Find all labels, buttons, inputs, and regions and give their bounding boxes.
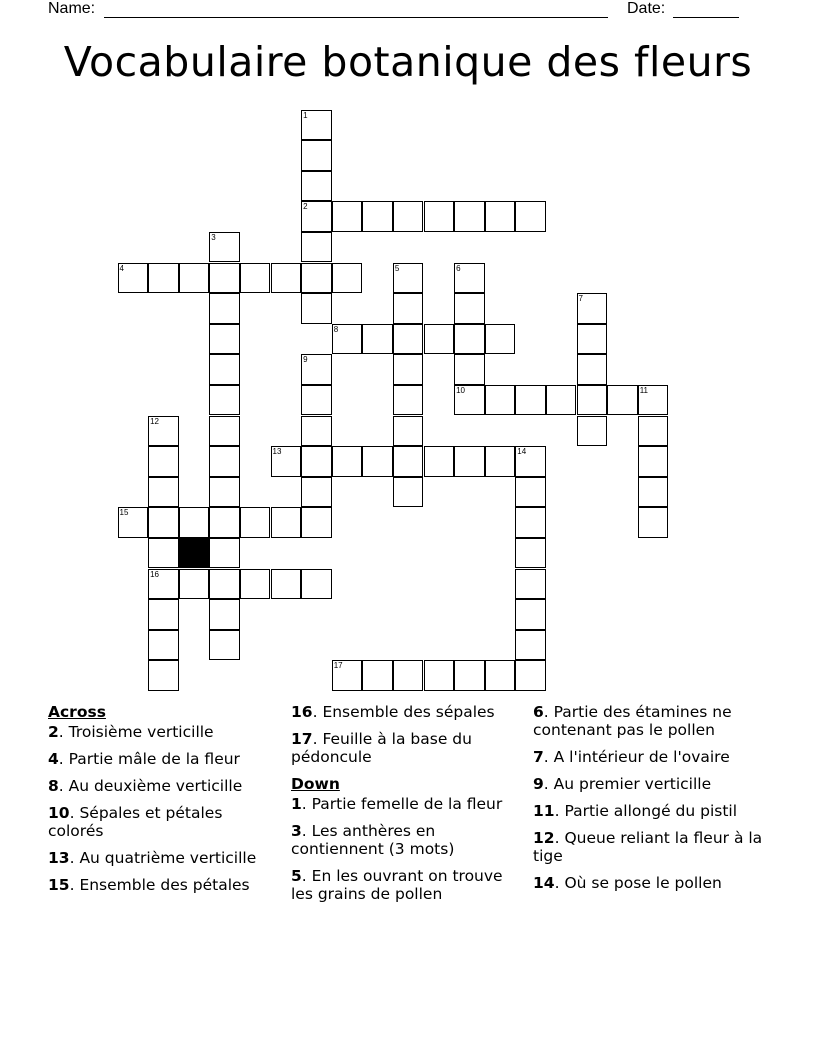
crossword-cell[interactable]: [638, 507, 669, 538]
crossword-cell[interactable]: [271, 569, 302, 600]
clue-number: 2: [303, 202, 308, 212]
crossword-cell[interactable]: [301, 477, 332, 508]
crossword-cell[interactable]: [240, 263, 271, 294]
crossword-cell[interactable]: [209, 263, 240, 294]
crossword-cell[interactable]: [209, 630, 240, 661]
crossword-cell[interactable]: [393, 477, 424, 508]
crossword-cell[interactable]: [393, 354, 424, 385]
crossword-cell[interactable]: [148, 477, 179, 508]
crossword-cell[interactable]: [577, 293, 608, 324]
crossword-cell[interactable]: [179, 263, 210, 294]
crossword-cell[interactable]: [148, 446, 179, 477]
crossword-cell[interactable]: [179, 569, 210, 600]
clue-number: 4: [119, 263, 124, 273]
crossword-cell[interactable]: [148, 416, 179, 447]
crossword-cell[interactable]: [209, 599, 240, 630]
crossword-cell[interactable]: [301, 263, 332, 294]
crossword-cell[interactable]: [301, 232, 332, 263]
crossword-cell[interactable]: [515, 569, 546, 600]
clue-across-16: 16. Ensemble des sépales: [291, 703, 495, 721]
black-square: [179, 538, 210, 569]
crossword-cell[interactable]: [332, 201, 363, 232]
clue-number: 14: [517, 447, 527, 457]
crossword-cell[interactable]: [485, 201, 516, 232]
clue-number: 5: [394, 263, 400, 273]
clue-number: 6: [456, 263, 461, 273]
crossword-cell[interactable]: [301, 110, 332, 141]
crossword-cell[interactable]: [393, 201, 424, 232]
crossword-cell[interactable]: [209, 293, 240, 324]
crossword-cell[interactable]: [393, 324, 424, 355]
crossword-cell[interactable]: [148, 263, 179, 294]
crossword-cell[interactable]: [454, 263, 485, 294]
crossword-cell[interactable]: [424, 446, 455, 477]
clue-number: 12: [150, 416, 159, 426]
crossword-cell[interactable]: [546, 385, 577, 416]
crossword-cell[interactable]: [209, 385, 240, 416]
clue-across-8: 8. Au deuxième verticille: [48, 777, 243, 795]
clue-column-1: [48, 703, 278, 903]
crossword-cell[interactable]: [148, 630, 179, 661]
crossword-cell[interactable]: [638, 477, 669, 508]
crossword-cell[interactable]: [393, 385, 424, 416]
crossword-cell[interactable]: [301, 446, 332, 477]
clue-down-6: 6. Partie des étamines ne contenant pas le pollen: [533, 703, 732, 739]
crossword-cell[interactable]: [332, 263, 363, 294]
crossword-cell[interactable]: [148, 538, 179, 569]
crossword-cell[interactable]: [148, 569, 179, 600]
crossword-cell[interactable]: [209, 416, 240, 447]
crossword-cell[interactable]: [638, 385, 669, 416]
crossword-cell[interactable]: [271, 507, 302, 538]
crossword-cell[interactable]: [301, 293, 332, 324]
crossword-cell[interactable]: [209, 538, 240, 569]
clue-number: 7: [578, 294, 583, 304]
crossword-cell[interactable]: [332, 660, 363, 691]
clue-number: 15: [119, 508, 129, 518]
crossword-cell[interactable]: [301, 416, 332, 447]
clue-number: 16: [150, 569, 159, 579]
clue-number: 10: [456, 385, 465, 395]
crossword-cell[interactable]: [301, 354, 332, 385]
across-heading: Across: [48, 703, 106, 721]
crossword-cell[interactable]: [301, 140, 332, 171]
crossword-cell[interactable]: [179, 507, 210, 538]
crossword-cell[interactable]: [362, 660, 393, 691]
crossword-cell[interactable]: [638, 446, 669, 477]
clue-down-11: 11. Partie allongé du pistil: [533, 802, 738, 820]
crossword-cell[interactable]: [515, 660, 546, 691]
clue-number: 3: [211, 232, 216, 242]
crossword-cell[interactable]: [424, 201, 455, 232]
crossword-cell[interactable]: [577, 385, 608, 416]
crossword-cell[interactable]: [301, 569, 332, 600]
crossword-cell[interactable]: [393, 660, 424, 691]
crossword-cell[interactable]: [515, 446, 546, 477]
crossword-cell[interactable]: [454, 293, 485, 324]
crossword-cell[interactable]: [424, 660, 455, 691]
crossword-cell[interactable]: [454, 354, 485, 385]
crossword-cell[interactable]: [301, 201, 332, 232]
crossword-cell[interactable]: [301, 507, 332, 538]
clue-number: 1: [303, 110, 308, 120]
crossword-cell[interactable]: [271, 446, 302, 477]
crossword-cell[interactable]: [454, 324, 485, 355]
crossword-cell[interactable]: [362, 324, 393, 355]
crossword-cell[interactable]: [209, 354, 240, 385]
crossword-cell[interactable]: [118, 507, 149, 538]
date-label: Date:: [627, 0, 666, 17]
crossword-cell[interactable]: [515, 201, 546, 232]
crossword-cell[interactable]: [209, 507, 240, 538]
clue-down-14: 14. Où se pose le pollen: [533, 874, 722, 892]
crossword-cell[interactable]: [515, 385, 546, 416]
clue-across-17: 17. Feuille à la base du pédoncule: [291, 730, 472, 766]
name-label: Name:: [48, 0, 96, 17]
crossword-cell[interactable]: [393, 293, 424, 324]
clue-number: 9: [303, 355, 308, 365]
crossword-cell[interactable]: [148, 507, 179, 538]
clue-across-2: 2. Troisième verticille: [48, 723, 214, 741]
clue-number: 8: [333, 324, 339, 334]
crossword-cell[interactable]: [271, 263, 302, 294]
crossword-cell[interactable]: [209, 569, 240, 600]
crossword-cell[interactable]: [577, 324, 608, 355]
crossword-cell[interactable]: [515, 507, 546, 538]
crossword-cell[interactable]: [577, 354, 608, 385]
crossword-cell[interactable]: [607, 385, 638, 416]
crossword-cell[interactable]: [301, 171, 332, 202]
clue-across-10: 10. Sépales et pétales colorés: [48, 804, 223, 840]
crossword-cell[interactable]: [118, 263, 149, 294]
crossword-cell[interactable]: [362, 446, 393, 477]
clue-column-2: [291, 703, 526, 912]
clue-number: 17: [333, 661, 343, 671]
crossword-cell[interactable]: [148, 660, 179, 691]
crossword-cell[interactable]: [362, 201, 393, 232]
crossword-cell[interactable]: [454, 446, 485, 477]
crossword-cell[interactable]: [393, 446, 424, 477]
crossword-cell[interactable]: [332, 324, 363, 355]
crossword-cell[interactable]: [454, 385, 485, 416]
crossword-cell[interactable]: [577, 416, 608, 447]
clue-across-4: 4. Partie mâle de la fleur: [48, 750, 240, 768]
clue-across-13: 13. Au quatrième verticille: [48, 849, 257, 867]
clue-down-3: 3. Les anthères en contiennent (3 mots): [291, 822, 455, 858]
clue-number: 11: [639, 385, 648, 395]
clue-column-3: [533, 703, 773, 901]
clue-number: 13: [272, 447, 282, 457]
crossword-cell[interactable]: [485, 660, 516, 691]
crossword-cell[interactable]: [485, 446, 516, 477]
clue-down-7: 7. A l'intérieur de l'ovaire: [533, 748, 730, 766]
crossword-cell[interactable]: [240, 569, 271, 600]
crossword-cell[interactable]: [301, 385, 332, 416]
crossword-cell[interactable]: [240, 507, 271, 538]
crossword-cell[interactable]: [209, 446, 240, 477]
crossword-cell[interactable]: [424, 324, 455, 355]
page-title: Vocabulaire botanique des fleurs: [63, 38, 753, 86]
crossword-cell[interactable]: [209, 232, 240, 263]
crossword-cell[interactable]: [393, 263, 424, 294]
crossword-cell[interactable]: [515, 599, 546, 630]
crossword-cell[interactable]: [148, 599, 179, 630]
crossword-cell[interactable]: [393, 416, 424, 447]
crossword-cell[interactable]: [638, 416, 669, 447]
clue-down-12: 12. Queue reliant la fleur à la tige: [533, 829, 763, 865]
crossword-cell[interactable]: [515, 630, 546, 661]
crossword-cell[interactable]: [515, 477, 546, 508]
clue-down-9: 9. Au premier verticille: [533, 775, 712, 793]
crossword-cell[interactable]: [209, 324, 240, 355]
down-heading: Down: [291, 775, 340, 793]
crossword-cell[interactable]: [485, 324, 516, 355]
crossword-cell[interactable]: [332, 446, 363, 477]
crossword-cell[interactable]: [485, 385, 516, 416]
crossword-cell[interactable]: [209, 477, 240, 508]
clue-across-15: 15. Ensemble des pétales: [48, 876, 250, 894]
crossword-cell[interactable]: [454, 660, 485, 691]
clue-down-5: 5. En les ouvrant on trouve les grains de pollen: [291, 867, 503, 903]
crossword-cell[interactable]: [454, 201, 485, 232]
crossword-cell[interactable]: [515, 538, 546, 569]
clue-down-1: 1. Partie femelle de la fleur: [291, 795, 503, 813]
